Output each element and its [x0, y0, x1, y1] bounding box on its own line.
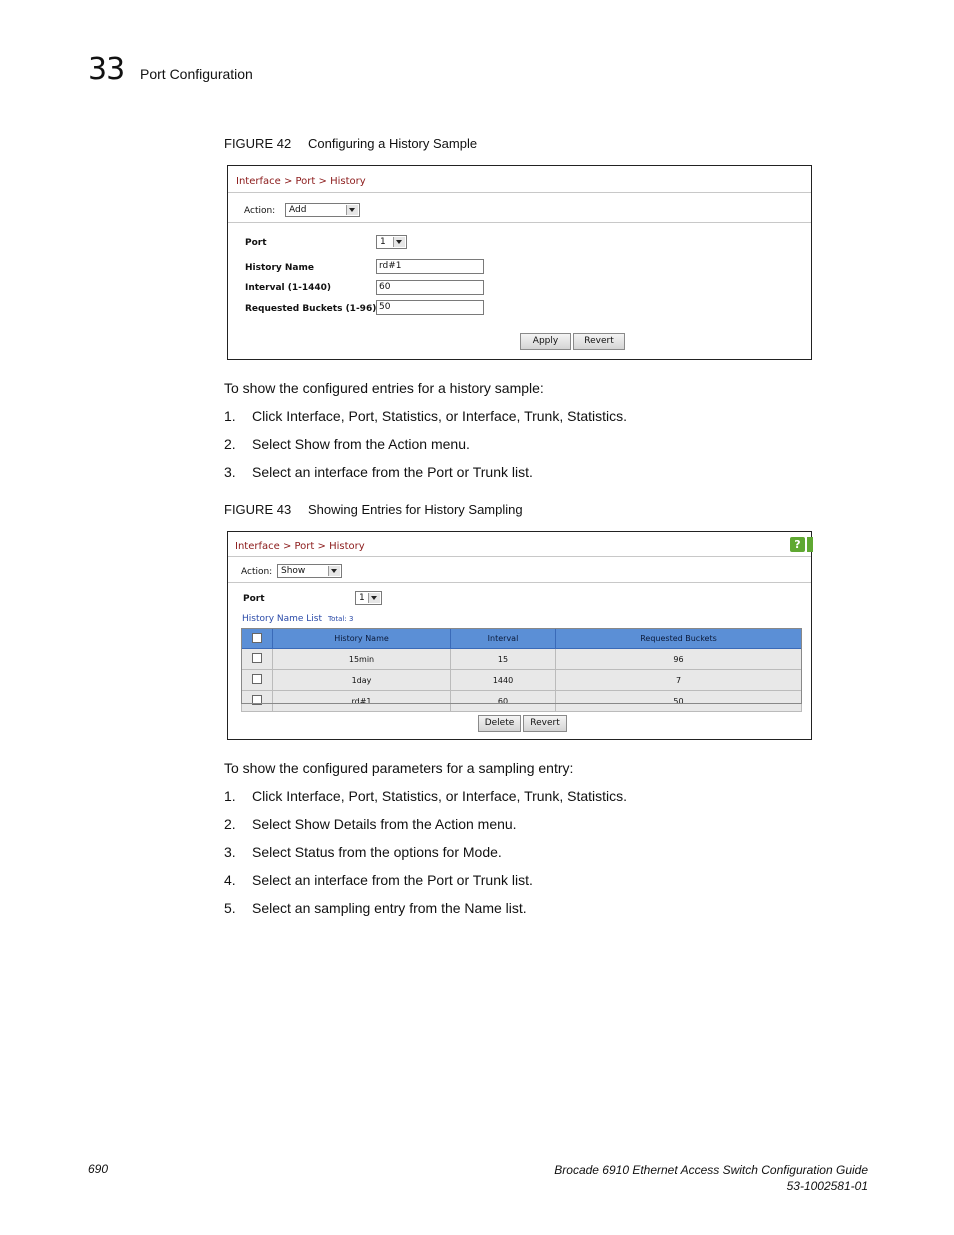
- step-item: [224, 816, 517, 832]
- cell-interval: 1440: [451, 670, 556, 691]
- chevron-down-icon: [393, 237, 405, 247]
- step-item: [224, 900, 527, 916]
- row-checkbox[interactable]: [252, 674, 262, 684]
- step-text: Click Interface, Port, Statistics, or Interface, Trunk, Statistics.: [252, 408, 628, 424]
- row-checkbox[interactable]: [252, 695, 262, 705]
- cell-interval: 15: [451, 649, 556, 670]
- breadcrumb[interactable]: Interface > Port > History: [235, 541, 365, 552]
- figure-42-screenshot: [227, 165, 812, 360]
- history-table: [241, 628, 802, 712]
- step-item: [224, 408, 627, 424]
- cell-buckets: 50: [556, 691, 802, 712]
- history-name-list-title: [242, 614, 353, 624]
- step-number: 1.: [224, 788, 236, 804]
- chevron-down-icon: [328, 566, 340, 576]
- intro-text: To show the configured parameters for a sampling entry:: [224, 760, 574, 776]
- divider: [228, 192, 811, 193]
- select-all-checkbox[interactable]: [252, 633, 262, 643]
- step-item: [224, 844, 502, 860]
- port-select[interactable]: [355, 591, 382, 605]
- figure-43-title: Showing Entries for History Sampling: [308, 502, 523, 517]
- step-text: Click Interface, Port, Statistics, or Interface, Trunk, Statistics.: [252, 788, 628, 804]
- figure-43-screenshot: [227, 531, 812, 740]
- step-item: [224, 788, 627, 804]
- step-number: 3.: [224, 464, 236, 480]
- column-header[interactable]: Requested Buckets: [556, 629, 802, 649]
- figure-43-caption: [224, 502, 523, 517]
- book-title: Brocade 6910 Ethernet Access Switch Configuration Guide: [554, 1163, 868, 1177]
- step-number: 1.: [224, 408, 236, 424]
- port-select[interactable]: [376, 235, 407, 249]
- row-checkbox-cell: [242, 670, 273, 691]
- action-select[interactable]: [285, 203, 360, 217]
- apply-button[interactable]: Apply: [520, 333, 571, 350]
- table-row: [242, 691, 802, 712]
- column-header[interactable]: Interval: [451, 629, 556, 649]
- port-select-value: 1: [359, 593, 365, 603]
- chevron-down-icon: [346, 205, 358, 215]
- port-select-value: 1: [380, 237, 386, 247]
- revert-button[interactable]: Revert: [523, 715, 567, 732]
- step-item: [224, 464, 533, 480]
- figure-42-caption: [224, 136, 477, 151]
- help-icon-edge: [807, 537, 813, 552]
- cell-buckets: 7: [556, 670, 802, 691]
- intro-text: To show the configured entries for a history sample:: [224, 380, 544, 396]
- revert-button[interactable]: Revert: [573, 333, 625, 350]
- history-name-field[interactable]: rd#1: [376, 259, 484, 274]
- row-checkbox-cell: [242, 691, 273, 712]
- buckets-field[interactable]: 50: [376, 300, 484, 315]
- list-title-text: History Name List: [242, 614, 323, 624]
- step-text: Select an sampling entry from the Name list.: [252, 900, 527, 916]
- step-text: Select Status from the options for Mode.: [252, 844, 502, 860]
- divider: [228, 222, 811, 223]
- breadcrumb[interactable]: Interface > Port > History: [236, 176, 366, 187]
- step-number: 3.: [224, 844, 236, 860]
- step-text: Select an interface from the Port or Trunk list.: [252, 872, 533, 888]
- step-item: [224, 872, 533, 888]
- step-text: Select an interface from the Port or Trunk list.: [252, 464, 533, 480]
- interval-field[interactable]: 60: [376, 280, 484, 295]
- action-label: Action:: [244, 206, 276, 216]
- cell-history-name: 15min: [273, 649, 451, 670]
- help-icon[interactable]: ?: [790, 537, 805, 552]
- action-select-value: Show: [281, 566, 306, 576]
- figure-42-label: FIGURE 42: [224, 136, 292, 151]
- step-number: 2.: [224, 436, 236, 452]
- row-checkbox-cell: [242, 649, 273, 670]
- step-number: 4.: [224, 872, 236, 888]
- buckets-label: Requested Buckets (1-96): [245, 304, 377, 314]
- cell-history-name: 1day: [273, 670, 451, 691]
- step-item: [224, 436, 470, 452]
- page-number: 690: [88, 1162, 109, 1176]
- table-header-row: [242, 629, 802, 649]
- port-label: Port: [243, 594, 265, 604]
- column-header[interactable]: History Name: [273, 629, 451, 649]
- delete-button[interactable]: Delete: [478, 715, 521, 732]
- cell-history-name: rd#1: [273, 691, 451, 712]
- divider: [228, 556, 811, 557]
- step-number: 5.: [224, 900, 236, 916]
- action-select[interactable]: [277, 564, 342, 578]
- row-checkbox[interactable]: [252, 653, 262, 663]
- footer-info: [554, 1162, 868, 1194]
- divider: [228, 582, 811, 583]
- port-label: Port: [245, 238, 267, 248]
- interval-label: Interval (1-1440): [245, 283, 332, 293]
- action-select-value: Add: [289, 205, 307, 215]
- table-row: [242, 670, 802, 691]
- cell-interval: 60: [451, 691, 556, 712]
- history-name-label: History Name: [245, 263, 314, 273]
- chapter-number: 33: [88, 52, 125, 87]
- table-row: [242, 649, 802, 670]
- figure-42-title: Configuring a History Sample: [308, 136, 478, 151]
- list-total: Total: 3: [328, 615, 354, 623]
- figure-43-label: FIGURE 43: [224, 502, 292, 517]
- chapter-title: Port Configuration: [140, 66, 253, 82]
- action-label: Action:: [241, 567, 273, 577]
- cell-buckets: 96: [556, 649, 802, 670]
- select-all-cell: [242, 629, 273, 649]
- chevron-down-icon: [368, 593, 380, 603]
- doc-number: 53-1002581-01: [786, 1179, 868, 1193]
- step-text: Select Show Details from the Action menu.: [252, 816, 517, 832]
- step-text: Select Show from the Action menu.: [252, 436, 470, 452]
- step-number: 2.: [224, 816, 236, 832]
